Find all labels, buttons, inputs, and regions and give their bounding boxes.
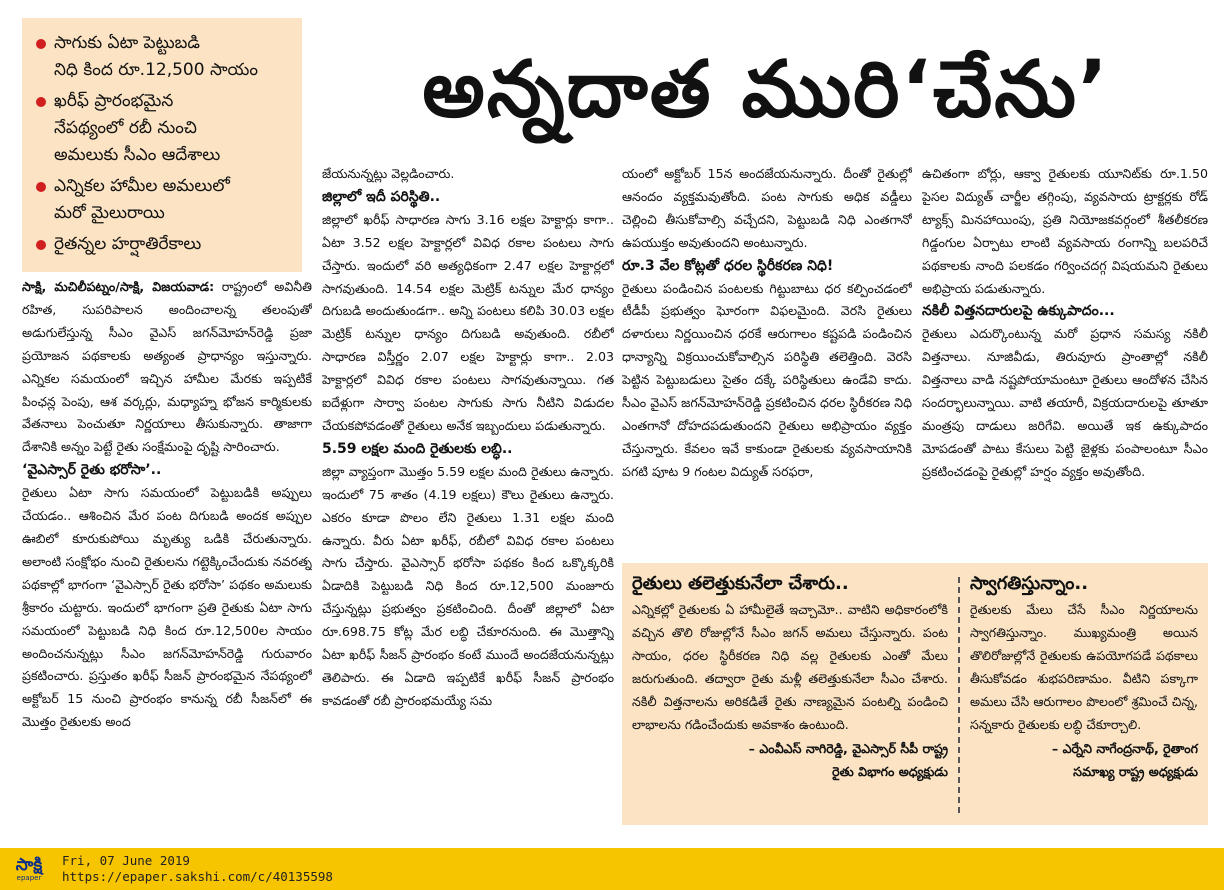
article-column-1 [22,276,312,848]
reaction-body: ఎన్నికల్లో రైతులకు ఏ హామీలైతే ఇచ్చామో.. వాటిని అధికారంలోకి వచ్చిన తొలి రోజుల్లోనే సీఎం జగన్‌ అమలు చేస్తున్నారు. పంట సాయం, ధరల స్థిరీకరణ నిధి వల్ల రైతులకు ఎంతో మేలు జరుగుతుంది. తద్వారా రైతు మళ్లీ తలెత్తుకునేలా సీఎం చేశారు. నకిలీ విత్తనాలను అరికడితే రైతు నాణ్యమైన పంటల్ని పండించి లాభాలను గడించేందుకు అవకాశం ఉంటుంది. [632,602,948,732]
paragraph-text: జిల్లాలో ఖరీఫ్‌ సాధారణ సాగు 3.16 లక్షల హెక్టార్లు కాగా.. ఏటా 3.52 లక్షల హెక్టార్లలో వివిధ రకాల పంటలు సాగు చేస్తారు. ఇందులో వరి అత్యధికంగా 2.47 లక్షల హెక్టార్లలో సాగవుతుంది. 14.54 లక్షల మెట్రిక్‌ టన్నుల మేర ధాన్యం దిగుబడి అందుతుండగా.. అన్ని పంటలు కలిపి 30.03 లక్షల మెట్రిక్‌ టన్నుల ధాన్యం దిగుబడి అవుతుంది. రబీలో సాధారణ విస్తీర్ణం 2.07 లక్షల హెక్టార్లు కాగా.. 2.03 హెక్టార్లలో వివిధ రకాల పంటలు సాగవుతున్నాయి. గత ఐదేళ్లుగా సార్వా పంటల సాగుకు సాగు నీటిని విడుదల చేయకపోవడంతో రైతులు అనేక ఇబ్బందులు పడుతున్నారు. [322,211,614,433]
highlight-text: ఖరీఫ్‌ ప్రారంభమైన నేపథ్యంలో రబీ నుంచి అమలుకు సీఎం ఆదేశాలు [54,91,221,165]
logo-subtext: epaper [16,874,42,882]
reaction-title: స్వాగతిస్తున్నాం.. [970,573,1089,594]
bullet-icon [36,97,46,107]
edition-date: Fri, 07 June 2019 [62,853,190,868]
reaction-title: రైతులు తలెత్తుకునేలా చేశారు.. [632,573,849,594]
bullet-icon [36,240,46,250]
logo-text: సాక్షి [15,855,43,875]
highlight-item [34,30,292,84]
paragraph-text: ఉచితంగా బోర్లు, ఆక్వా రైతులకు యూనిట్‌కు రూ.1.50 పైసల విద్యుత్‌ చార్జీల తగ్గింపు, వ్యవసాయ ట్రాక్టర్లకు రోడ్‌ ట్యాక్స్‌ మినహాయింపు, ప్రతి నియోజకవర్గంలో శీతలీకరణ గిడ్డంగుల ఏర్పాటు లాంటి వ్యవసాయ రంగాన్ని బలపరిచే పథకాలకు నాంది పలకడం గర్వించదగ్గ విషయమని రైతులు అభిప్రాయ పడుతున్నారు. [922,166,1208,296]
highlight-text: ఎన్నికల హామీల అమలులో మరో మైలురాయి [54,176,230,223]
paragraph-text: జిల్లా వ్యాప్తంగా మొత్తం 5.59 లక్షల మంది రైతులు ఉన్నారు. ఇందులో 75 శాతం (4.19 లక్షలు) కౌలు రైతులు ఉన్నారు. ఎకరం కూడా పొలం లేని రైతులు 1.31 లక్షల మంది ఉన్నారు. వీరు ఏటా ఖరీఫ్‌, రబీలో వివిధ రకాల పంటలు సాగు చేస్తారు. వైఎస్సార్‌ భరోసా పథకం కింద ఒక్కొక్కరికి ఏడాదికి పెట్టుబడి నిధి కింద రూ.12,500 మంజూరు చేస్తున్నట్లు ప్రభుత్వం ప్రకటించింది. దీంతో జిల్లాలో ఏటా రూ.698.75 కోట్ల మేర లబ్ధి చేకూరనుంది. ఈ మొత్తాన్ని ఏటా ఖరీఫ్‌ సీజన్‌ ప్రారంభం కంటే ముందే అందజేయనున్నట్లు తెలిపారు. ఈ ఏడాది ఇప్పటికే ఖరీఫ్‌ సీజన్‌ ప్రారంభం కావడంతో రబీ ప్రారంభమయ్యే సమ [322,463,614,708]
headline: అన్నదాత మురి‘చేను’ [422,45,1110,135]
highlight-item [34,173,292,227]
paragraph-text: రైతులు పండించిన పంటలకు గిట్టుబాటు ధర కల్పించడంలో టీడీపీ ప్రభుత్వం ఘోరంగా విఫలమైంది. వెరసి రైతులు దళారులు నిర్ణయించిన ధరకే ఆరుగాలం కష్టపడి పండించిన ధాన్యాన్ని విక్రయించుకోవాల్సిన పరిస్థితి తలెత్తింది. వెరసి పెట్టిన పెట్టుబడులు సైతం దక్కే పరిస్థితులు ఉండేవి కాదు. సీఎం వైఎస్‌ జగన్‌మోహన్‌రెడ్డి ప్రకటించిన ధరల స్థిరీకరణ నిధి ఎంతగానో దోహదపడుతుందని రైతులు అభిప్రాయం వ్యక్తం చేస్తున్నారు. కేవలం ఇవే కాకుండా రైతులకు వ్యవసాయానికి పగటి పూట 9 గంటల విద్యుత్‌ సరఫరా, [622,280,912,479]
highlight-text: రైతన్నల హర్షాతిరేకాలు [54,234,202,254]
footer-bar [0,848,1224,890]
bullet-icon [36,39,46,49]
bullet-icon [36,182,46,192]
paragraph-text: రైతులు ఏటా సాగు సమయంలో పెట్టుబడికి అప్పులు చేయడం.. ఆశించిన మేర పంట దిగుబడి అందక అప్పుల ఊబిలో కూరుకుపోయి మృత్యు ఒడికి చేరుతున్నారు. అలాంటి సంక్షోభం నుంచి రైతులను గట్టెక్కించేందుకు నవరత్న పథకాల్లో భాగంగా ‘వైఎస్సార్‌ రైతు భరోసా’ పథకం అమలుకు శ్రీకారం చుట్టారు. ఇందులో భాగంగా ప్రతి రైతుకు ఏటా సాగు సమయంలో పెట్టుబడి నిధి కింద రూ.12,500ల సాయం అందించనున్నట్లు సీఎం జగన్‌మోహన్‌రెడ్డి గురువారం ప్రకటించారు. ప్రస్తుతం ఖరీఫ్‌ సీజన్‌ ప్రారంభమైన నేపథ్యంలో అక్టోబర్‌ 15 నుంచి ప్రారంభం కానున్న రబీ సీజన్‌లో ఈ మొత్తం రైతులకు అంద [22,485,312,730]
article-column-3 [622,163,912,563]
sakshi-logo[interactable] [6,852,52,886]
subheading: రూ.3 వేల కోట్లతో ధరల స్థిరీకరణ నిధి! [622,257,834,274]
highlights-box [22,18,302,272]
footer-meta [62,853,333,885]
highlight-text: సాగుకు ఏటా పెట్టుబడి నిధి కింద రూ.12,500 సాయం [54,33,258,80]
paragraph-text: జేయనున్నట్లు వెల్లడించారు. [322,166,455,181]
article-column-4 [922,163,1208,563]
paragraph [22,276,312,459]
dateline: సాక్షి, మచిలీపట్నం/సాక్షి, విజయవాడ: [22,279,215,294]
highlight-item [34,88,292,169]
subheading: జిల్లాలో ఇదీ పరిస్థితి.. [322,188,441,205]
reaction-signature: – ఎంవీఎస్‌ నాగిరెడ్డి, వైఎస్సార్‌ సీపీ రాష్ట్ర రైతు విభాగం అధ్యక్షుడు [748,741,948,780]
subheading: ‘వైఎస్సార్‌ రైతు భరోసా’.. [22,462,162,479]
paragraph-text: రైతులు ఎదుర్కొంటున్న మరో ప్రధాన సమస్య నకిలీ విత్తనాలు. నూజివీడు, తిరువూరు ప్రాంతాల్లో నకిలీ విత్తనాలు వాడి నష్టపోయామంటూ రైతులు ఆందోళన చేసిన సందర్భాలున్నాయి. వాటి తయారీ, విక్రయదారులపై తూతూ మంత్రపు దాడులు జరిగేవి. అయితే ఇక ఉక్కుపాదం మోపడంతో పాటు కేసులు పెట్టి జైళ్లకు పంపాలంటూ సీఎం ప్రకటించడంపై రైతుల్లో హర్షం వ్యక్తం అవుతోంది. [922,326,1208,479]
reactions-box [622,563,1208,825]
article-column-2 [322,163,614,835]
reaction-signature: – ఎర్నేని నాగేంద్రనాథ్‌, రైతాంగ సమాఖ్య రాష్ట్ర అధ్యక్షుడు [1051,741,1198,780]
highlight-item [34,231,292,258]
subheading: 5.59 లక్షల మంది రైతులకు లబ్ధి.. [322,440,513,457]
subheading: నకిలీ విత్తనదారులపై ఉక్కుపాదం... [922,303,1115,320]
reaction-right [960,563,1208,825]
paragraph-text: యంలో అక్టోబర్‌ 15న అందజేయనున్నారు. దీంతో రైతుల్లో ఆనందం వ్యక్తమవుతోంది. పంట సాగుకు అధిక వడ్డీలు చెల్లించి తీసుకోవాల్సి వచ్చేదని, పెట్టుబడి నిధి ఎంతగానో ఉపయుక్తం అవుతుందని అంటున్నారు. [622,166,912,250]
epaper-url-link[interactable]: https://epaper.sakshi.com/c/40135598 [62,869,333,884]
reaction-body: రైతులకు మేలు చేసే సీఎం నిర్ణయాలను స్వాగతిస్తున్నాం. ముఖ్యమంత్రి అయిన తొలిరోజుల్లోనే రైతులకు ఉపయోగపడే పథకాలు తీసుకోవడం శుభపరిణామం. వీటిని పక్కాగా అమలు చేసి ఆరుగాలం పొలంలో శ్రమించే చిన్న, సన్నకారు రైతులకు లబ్ధి చేకూర్చాలి. [970,602,1198,732]
paragraph-text: రాష్ట్రంలో అవినీతి రహిత, సుపరిపాలన అందించాలన్న తలంపుతో అడుగులేస్తున్న సీఎం వైఎస్‌ జగన్‌మోహన్‌రెడ్డి ప్రజా ప్రయోజన పథకాలకు అత్యంత ప్రాధాన్యం ఇస్తున్నారు. ఎన్నికల సమయంలో ఇచ్చిన హామీల మేరకు ఇప్పటికే పింఛన్ల పెంపు, ఆశ వర్కర్లు, మధ్యాహ్న భోజన కార్మికులకు వేతనాలు పెంచుతూ నిర్ణయాలు తీసుకున్నారు. తాజాగా దేశానికి అన్నం పెట్టే రైతు సంక్షేమంపై దృష్టి సారించారు. [22,279,312,455]
reaction-left [622,563,958,825]
